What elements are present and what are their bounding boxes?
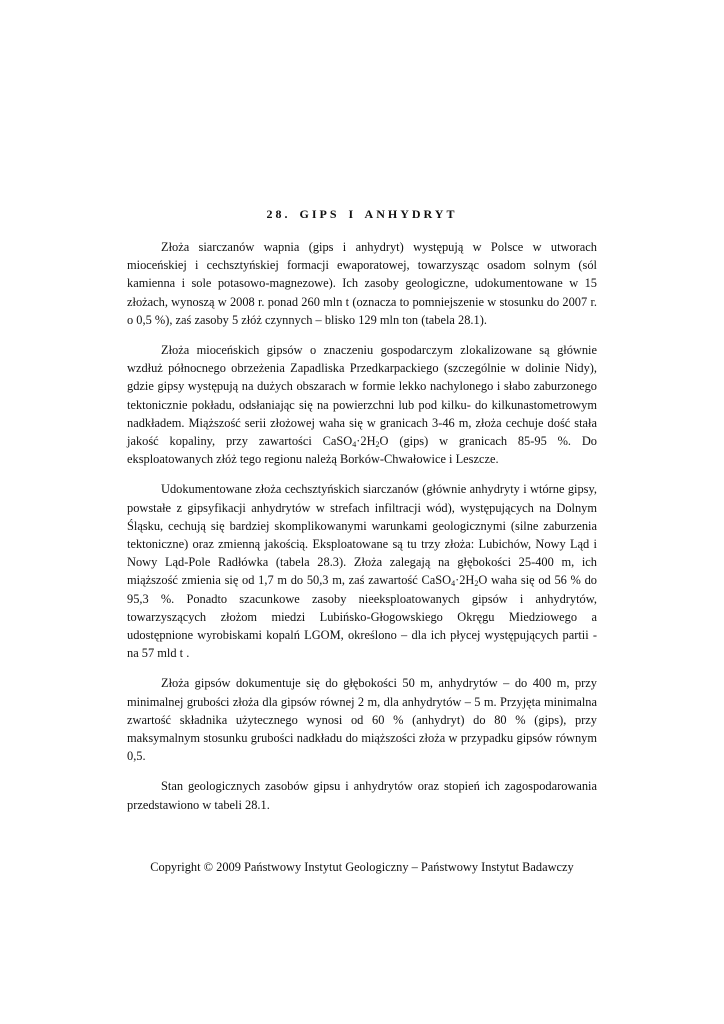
paragraph-4 — [127, 674, 597, 765]
paragraph-5-text: Stan geologicznych zasobów gipsu i anhydrytów oraz stopień ich zagospodarowania przedstawiono w tabeli 28.1. — [127, 779, 597, 812]
paragraph-4-text: Złoża gipsów dokumentuje się do głębokości 50 m, anhydrytów – do 400 m, przy minimalnej grubości złoża dla gipsów równej 2 m, dla anhydrytów – 5 m. Przyjęta minimalna zwartość składnika użytecznego wynosi od 60 % (anhydryt) do 80 % (gips), przy maksymalnym stosunku grubości nadkładu do miąższości złoża w przypadku gipsów równym 0,5. — [127, 676, 597, 764]
paragraph-2-text-b: ·2H — [356, 434, 376, 449]
paragraph-1-text: Złoża siarczanów wapnia (gips i anhydryt) występują w Polsce w utworach mioceńskiej i cechsztyńskiej formacji ewaporatowej, towarzysząc osadom solnym (sól kamienna i sole potasowo-magnezowe). Ich zasoby geologiczne, udokumentowane w 15 złożach, wynoszą w 2008 r. ponad 260 mln t (oznacza to pomniejszenie w stosunku do 2007 r. o 0,5 %), zaś zasoby 5 złóż czynnych – blisko 129 mln ton (tabela 28.1). — [127, 240, 597, 327]
subscript-2: 2 — [474, 579, 479, 589]
subscript-2: 2 — [375, 440, 380, 450]
paragraph-2 — [127, 341, 597, 468]
body-text — [127, 238, 597, 826]
paragraph-3-text-c: O waha się od 56 % do 95,3 %. Ponadto szacunkowe zasoby nieeksploatowanych gipsów i anhydrytów, towarzyszących złożom miedzi Lubińsko-Głogowskiego Okręgu Miedziowego a udostępnione wyrobiskami kopalń LGOM, określono – dla ich płycej występujących partii - na 57 mld t . — [127, 573, 597, 661]
subscript-4: 4 — [451, 579, 456, 589]
paragraph-3 — [127, 480, 597, 662]
paragraph-2-text-c: O (gips) w granicach 85-95 %. Do eksploatowanych złóż tego regionu należą Borków-Chwałowice i Leszcze. — [127, 434, 598, 467]
paragraph-3-text-b: ·2H — [455, 573, 475, 588]
paragraph-2-text-a: Złoża mioceńskich gipsów o znaczeniu gospodarczym zlokalizowane są głównie wzdłuż północnego obrzeżenia Zapadliska Przedkarpackiego (szczególnie w dolinie Nidy), gdzie gipsy występują na dużych obszarach w formie lekko nachylonego i słabo zaburzonego tektonicznie pokładu, odsłaniając się na powierzchni lub pod kilku- do kilkunastometrowym nadkładem. Miąższość serii złożowej waha się w granicach 3-46 m, złoża cechuje dość stała jakość kopaliny, przy zawartości CaSO — [127, 343, 597, 449]
paragraph-3-text-a: Udokumentowane złoża cechsztyńskich siarczanów (głównie anhydryty i wtórne gipsy, powstałe z gipsyfikacji anhydrytów w strefach infiltracji wód), występujących na Dolnym Śląsku, cechują się bardziej skomplikowanymi warunkami geologicznymi (silne zaburzenia tektoniczne) oraz zmienną jakością. Eksploatowane są tu trzy złoża: Lubichów, Nowy Ląd i Nowy Ląd-Pole Radłówka (tabela 28.3). Złoża zalegają na głębokości 25-400 m, ich miąższość zmienia się od 1,7 m do 50,3 m, zaś zawartość CaSO — [127, 482, 597, 588]
chapter-title: 28. GIPS I ANHYDRYT — [266, 207, 458, 221]
paragraph-1 — [127, 238, 597, 329]
subscript-4: 4 — [352, 440, 357, 450]
paragraph-5 — [127, 777, 597, 813]
copyright-footer: Copyright © 2009 Państwowy Instytut Geologiczny – Państwowy Instytut Badawczy — [150, 860, 574, 874]
